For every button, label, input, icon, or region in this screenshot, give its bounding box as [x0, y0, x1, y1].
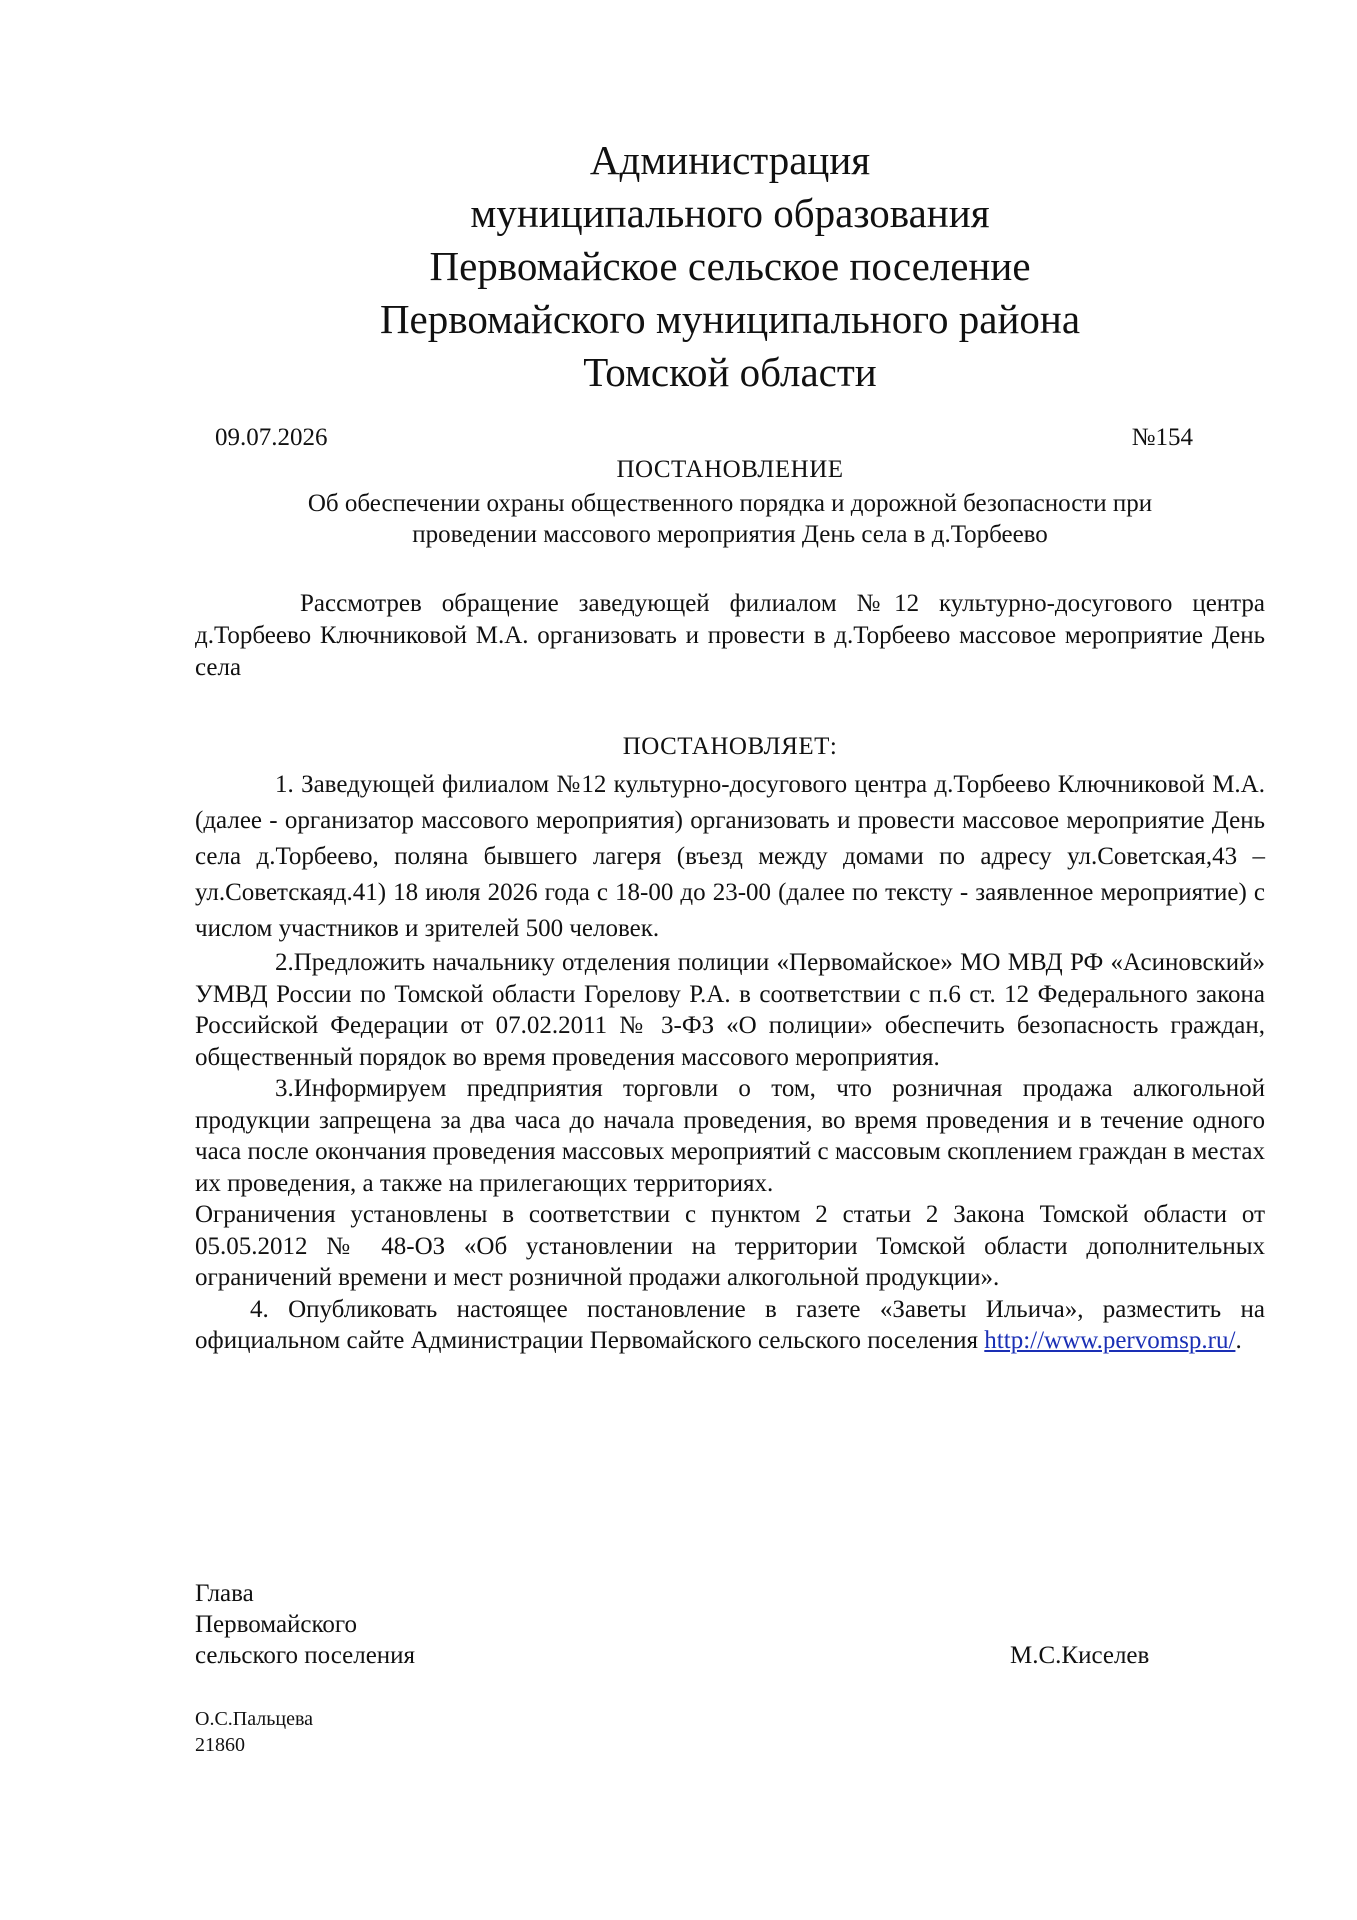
resolution-item-3-continuation: Ограничения установлены в соответствии с пунктом 2 статьи 2 Закона Томской области от 05.05.2012 № 48-ОЗ «Об установлении на территории Томской области дополнительных ограничений времени и мест розничной продажи алкогольной продукции».	[195, 1201, 1265, 1291]
document-number: №154	[1131, 424, 1193, 451]
executor-name: О.С.Пальцева	[195, 1708, 314, 1730]
header-line-1: Администрация	[589, 137, 871, 183]
resolution-item-1: 1. Заведующей филиалом №12 культурно-досугового центра д.Торбеево Ключниковой М.А. (далее - организатор массового мероприятия) организовать и провести массовое мероприятие День села д.Торбеево, поляна бывшего лагеря (въезд между домами по адресу ул.Советская,43 – ул.Советскаяд.41) 18 июля 2026 года с 18-00 до 23-00 (далее по тексту - заявленное мероприятие) с числом участников и зрителей 500 человек.	[195, 771, 1265, 942]
executor-block	[195, 1706, 313, 1758]
signatory-title-line-2: Первомайского	[195, 1611, 358, 1638]
document-date: 09.07.2026	[215, 424, 328, 451]
signatory-title-line-3: сельского поселения	[195, 1642, 416, 1669]
signatory-name: М.С.Киселев	[1010, 1642, 1150, 1669]
signatory-title-line-1: Глава	[195, 1580, 254, 1607]
header-line-5: Томской области	[583, 349, 877, 395]
document-subject	[230, 488, 1230, 550]
document-type: ПОСТАНОВЛЕНИЕ	[616, 456, 844, 483]
signature-block	[195, 1578, 1195, 1671]
header-line-2: муниципального образования	[470, 190, 990, 236]
subject-line-1: Об обеспечении охраны общественного порядка и дорожной безопасности при	[307, 490, 1153, 517]
resolution-item-4-text: 4. Опубликовать настоящее постановление в газете «Заветы Ильича», разместить на официальном сайте Администрации Первомайского сельского поселения	[195, 1295, 1265, 1354]
preamble-paragraph: Рассмотрев обращение заведующей филиалом №12 культурно-досугового центра д.Торбеево Ключниковой М.А. организовать и провести в д.Торбеево массовое мероприятие День села	[195, 590, 1265, 681]
resolution-item-3: 3.Информируем предприятия торговли о том, что розничная продажа алкогольной продукции запрещена за два часа до начала проведения, во время проведения и в течение одного часа после окончания проведения массовых мероприятий с массовым скоплением граждан в местах их проведения, а также на прилегающих территориях.	[195, 1075, 1265, 1197]
header-line-4: Первомайского муниципального района	[379, 296, 1081, 342]
website-link[interactable]: http://www.pervomsp.ru/	[984, 1327, 1236, 1354]
resolution-item-2: 2.Предложить начальнику отделения полиции «Первомайское» МО МВД РФ «Асиновский» УМВД России по Томской области Горелову Р.А. в соответствии с п.6 ст. 12 Федерального закона Российской Федерации от 07.02.2011 № 3-ФЗ «О полиции» обеспечить безопасность граждан, общественный порядок во время проведения массового мероприятия.	[195, 949, 1265, 1071]
resolution-item-4-end: .	[1235, 1327, 1242, 1354]
preamble-block	[195, 588, 1265, 684]
executor-phone: 21860	[195, 1734, 245, 1756]
resolution-items	[195, 767, 1265, 1357]
subject-line-2: проведении массового мероприятия День села в д.Торбеево	[412, 521, 1048, 548]
header-line-3: Первомайское сельское поселение	[429, 243, 1031, 289]
document-header	[230, 134, 1230, 399]
resolve-heading: ПОСТАНОВЛЯЕТ:	[622, 733, 838, 760]
resolution-item-4	[195, 1294, 1265, 1357]
